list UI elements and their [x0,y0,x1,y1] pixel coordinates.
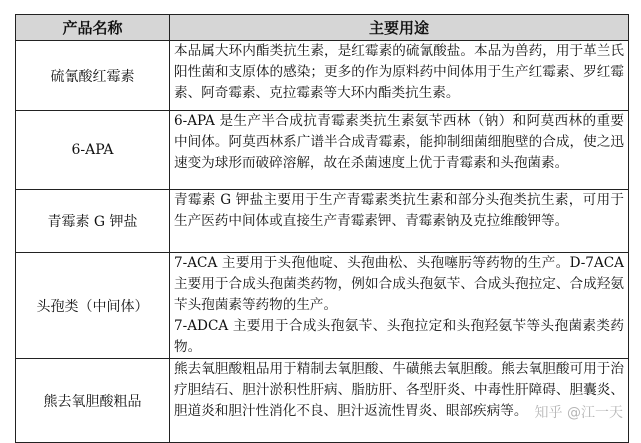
table-row [16,359,629,443]
product-name: 6-APA [16,111,170,190]
table-row [16,190,629,253]
use-paragraph: 7-ADCA 主要用于合成头孢氨苄、头孢拉定和头孢羟氨苄等头孢菌素类药物。 [174,318,624,355]
table-row [16,111,629,190]
product-name: 青霉素 G 钾盐 [16,190,170,253]
watermark: 知乎 @江一天 [534,405,623,421]
header-row [16,15,629,41]
use-paragraph: 青霉素 G 钾盐主要用于生产青霉素类抗生素和部分头孢类抗生素，可用于生产医药中间体或直接生产青霉素钾、青霉素钠及克拉维酸钾等。 [174,192,624,229]
use-paragraph: 熊去氧胆酸粗品用于精制去氧胆酸、牛磺熊去氧胆酸。熊去氧胆酸可用于治疗胆结石、胆汁淤积性肝病、脂肪肝、各型肝炎、中毒性肝障碍、胆囊炎、胆道炎和胆汁性消化不良、胆汁返流性胃炎、眼部疾病等。 [174,361,624,419]
use-paragraph: 7-ACA 主要用于头孢他啶、头孢曲松、头孢噻肟等药物的生产。D-7ACA 主要用于合成头孢菌类药物，例如合成头孢氨苄、合成头孢拉定、合成羟氨苄头孢菌素等药物的生产。 [174,255,624,313]
product-use [170,359,629,443]
use-paragraph: 6-APA 是生产半合成抗青霉素类抗生素氨苄西林（钠）和阿莫西林的重要中间体。阿莫西林系广谱半合成青霉素，能抑制细菌细胞壁的合成，使之迅速变为球形而破碎溶解，故在杀菌速度上优于青霉素和头孢菌素。 [174,113,624,171]
product-name: 头孢类（中间体） [16,253,170,359]
product-table [15,14,629,443]
header-main-use: 主要用途 [170,15,629,41]
product-use [170,190,629,253]
product-use [170,41,629,111]
header-product-name: 产品名称 [16,15,170,41]
product-name: 熊去氧胆酸粗品 [16,359,170,443]
table-row [16,253,629,359]
use-paragraph: 本品属大环内酯类抗生素，是红霉素的硫氰酸盐。本品为兽药，用于革兰氏阳性菌和支原体的感染；更多的作为原料药中间体用于生产红霉素、罗红霉素、阿奇霉素、克拉霉素等大环内酯类抗生素。 [174,43,624,101]
product-use [170,111,629,190]
table-row [16,41,629,111]
product-name: 硫氰酸红霉素 [16,41,170,111]
product-use [170,253,629,359]
